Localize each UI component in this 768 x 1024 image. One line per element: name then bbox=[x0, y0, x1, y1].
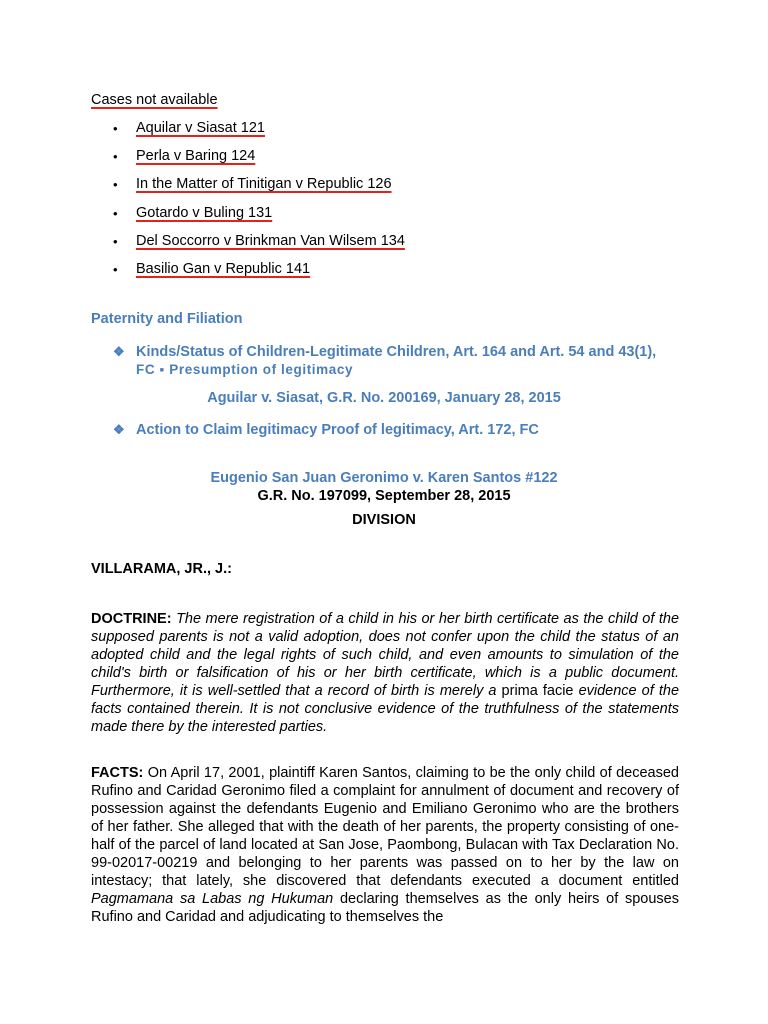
bullet-icon: • bbox=[113, 233, 118, 249]
case-item-text: Perla v Baring 124 bbox=[136, 148, 256, 165]
cases-not-available-heading bbox=[91, 92, 218, 108]
facts-paragraph bbox=[91, 764, 679, 926]
doctrine-text-1: The mere registration of a child in his or her birth certificate as the child of the supposed parents is not a valid adoption, does not confer upon the child the status of an adopted child and the legal rights of such child, and even amounts to simulation of the child's birth or falsification of his or her birth certificate, which is a public document. Furthermore, it is well-settled that a record of birth is merely a bbox=[91, 611, 680, 699]
facts-text-italic: Pagmamana sa Labas ng Hukuman bbox=[91, 891, 334, 907]
case-item-text: In the Matter of Tinitigan v Republic 126 bbox=[136, 176, 392, 193]
kinds-status-line-1: Kinds/Status of Children-Legitimate Children, Art. 164 and Art. 54 and 43(1), bbox=[136, 344, 657, 360]
facts-text-1: On April 17, 2001, plaintiff Karen Santos, claiming to be the only child of deceased Rufino and Caridad Geronimo filed a complaint for annulment of document and recovery of possession against the defendants Eugenio and Emiliano Geronimo who are the brothers of her father. She alleged that with the death of her parents, the property consisting of one-half of the parcel of land located at San Jose, Paombong, Bulacan with Tax Declaration No. 99-02017-00219 and belonging to her parents was passed on to her by the law on intestacy; that lately, she discovered that defendants executed a document entitled bbox=[91, 765, 679, 889]
list-item bbox=[0, 205, 768, 233]
presumption-line: FC ▪ Presumption of legitimacy bbox=[136, 362, 354, 377]
list-item bbox=[0, 120, 768, 148]
diamond-bullet-icon: ❖ bbox=[113, 422, 125, 437]
bullet-icon: • bbox=[113, 121, 118, 136]
doctrine-label: DOCTRINE: bbox=[91, 611, 172, 627]
list-item bbox=[0, 176, 768, 204]
bullet-icon: • bbox=[113, 205, 118, 221]
diamond-bullet-icon: ❖ bbox=[113, 344, 125, 359]
list-item bbox=[0, 233, 768, 261]
doctrine-text-prima-facie: prima facie bbox=[501, 683, 574, 699]
gr-number: G.R. No. 197099, September 28, 2015 bbox=[257, 488, 511, 504]
kinds-status-text bbox=[136, 343, 676, 379]
case-item-text: Del Soccorro v Brinkman Van Wilsem 134 bbox=[136, 232, 405, 249]
facts-text-2: declaring themselves as the only heirs of spouses Rufino and Caridad and adjudicating to themselves the bbox=[91, 891, 679, 925]
unavailable-cases-list bbox=[0, 120, 768, 289]
paternity-filiation-heading: Paternity and Filiation bbox=[91, 311, 243, 327]
bullet-icon: • bbox=[113, 149, 118, 165]
division-label: DIVISION bbox=[352, 512, 416, 528]
action-claim-text: Action to Claim legitimacy Proof of legitimacy, Art. 172, FC bbox=[136, 422, 539, 438]
case-item-text: Aquilar v Siasat 121 bbox=[136, 120, 265, 136]
case-title: Eugenio San Juan Geronimo v. Karen Santos #122 bbox=[210, 470, 558, 486]
bullet-icon: • bbox=[113, 177, 118, 193]
aguilar-case-line: Aguilar v. Siasat, G.R. No. 200169, January 28, 2015 bbox=[207, 390, 561, 406]
ponente: VILLARAMA, JR., J.: bbox=[91, 561, 232, 577]
list-item bbox=[0, 261, 768, 289]
list-item bbox=[0, 148, 768, 176]
cases-not-available-label: Cases not available bbox=[91, 92, 218, 108]
case-item-text: Basilio Gan v Republic 141 bbox=[136, 260, 311, 277]
doctrine-text-2: evidence of the facts contained therein. It is not conclusive evidence of the truthfulness of the statements made there by the interested parties. bbox=[91, 683, 680, 735]
facts-label: FACTS: bbox=[91, 765, 144, 781]
case-item-text: Gotardo v Buling 131 bbox=[136, 204, 273, 221]
bullet-icon: • bbox=[113, 261, 118, 277]
doctrine-paragraph bbox=[91, 610, 679, 736]
